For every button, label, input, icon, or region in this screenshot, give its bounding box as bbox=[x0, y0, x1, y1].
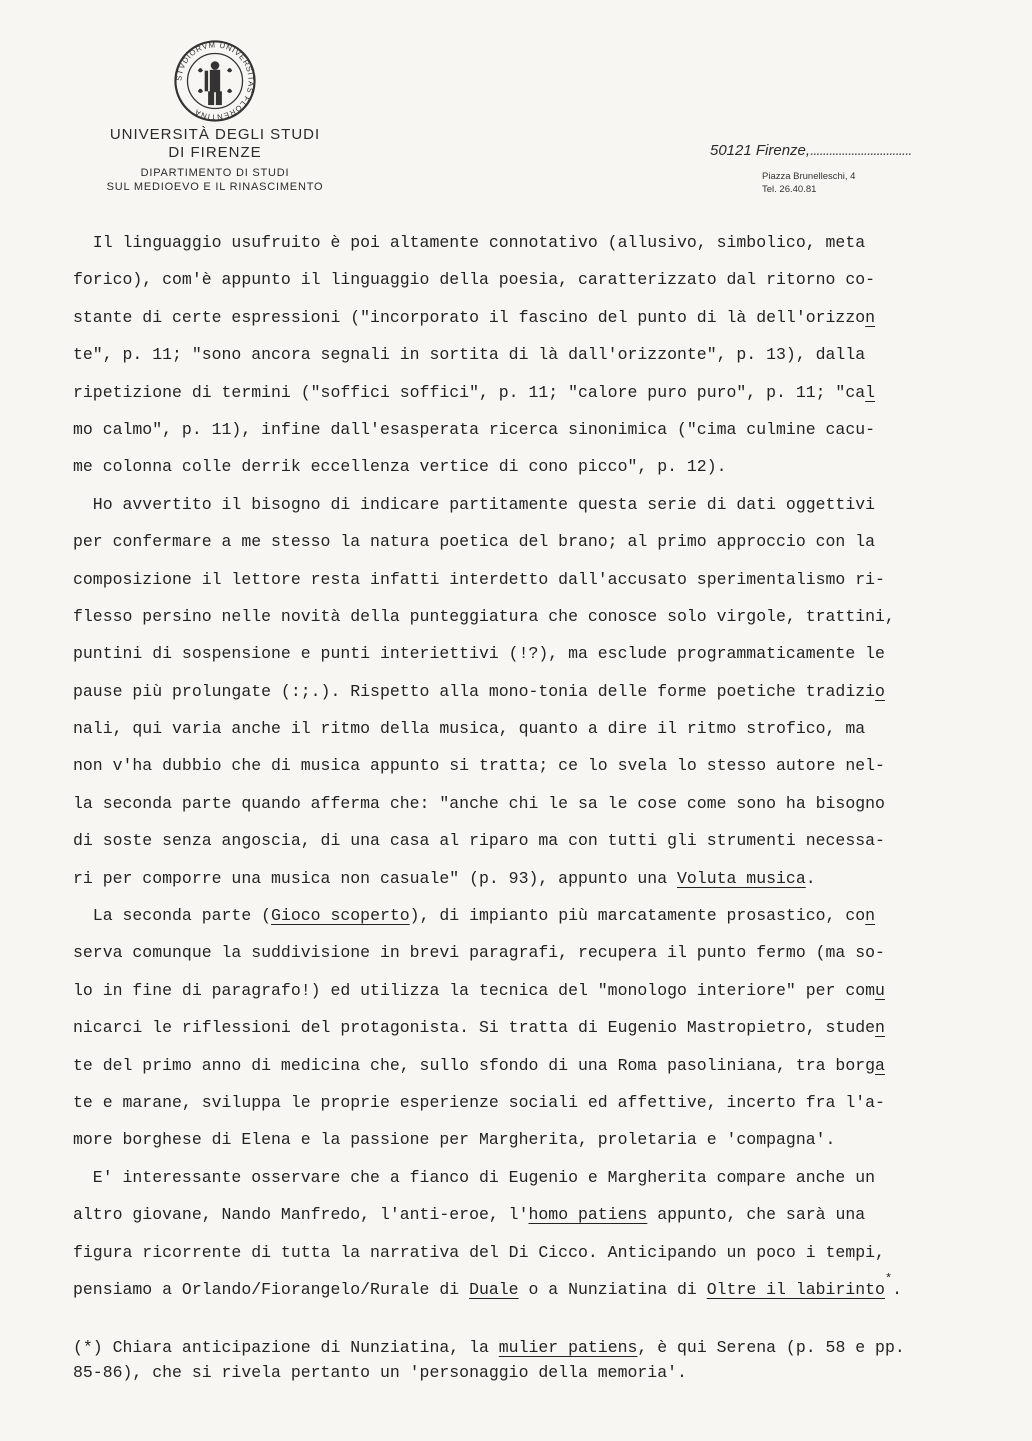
department-line2: SUL MEDIOEVO E IL RINASCIMENTO bbox=[106, 181, 324, 193]
text-line bbox=[73, 561, 953, 598]
underlined-span: l bbox=[865, 382, 876, 402]
underlined-span: a bbox=[875, 1055, 885, 1075]
text-line bbox=[73, 1047, 953, 1084]
text-line bbox=[73, 1196, 953, 1233]
text-line bbox=[73, 523, 953, 560]
text-span: La seconda parte ( bbox=[73, 906, 272, 926]
text-span: flesso persino nelle novità della punteggiatura che conosce solo virgole, trattini, bbox=[73, 606, 895, 626]
title-gioco-scoperto: Gioco scoperto bbox=[271, 906, 410, 926]
text-span: per confermare a me stesso la natura poetica del brano; al primo approccio con la bbox=[73, 532, 876, 552]
text-line bbox=[73, 972, 953, 1009]
text-line bbox=[73, 336, 953, 373]
text-span: la seconda parte quando afferma che: "anche chi le sa le cose come sono ha bisogno bbox=[73, 793, 885, 813]
text-span: serva comunque la suddivisione in brevi paragrafi, recupera il punto fermo (ma so- bbox=[73, 943, 885, 963]
text-span: mo calmo", p. 11), infine dall'esasperata ricerca sinonimica ("cima culmine cacu- bbox=[73, 419, 876, 439]
text-span: o a Nunziatina di bbox=[518, 1279, 707, 1299]
title-voluta-musica: Voluta musica bbox=[677, 868, 806, 888]
address: Piazza Brunelleschi, 4 bbox=[762, 171, 856, 182]
text-span: puntini di sospensione e punti interiettivi (!?), ma esclude programmaticamente le bbox=[73, 644, 885, 664]
text-line bbox=[73, 747, 953, 784]
underlined-span: n bbox=[875, 1018, 885, 1038]
text-line bbox=[73, 673, 953, 710]
text-span: ripetizione di termini ("soffici soffici", p. 11; "calore puro puro", p. 11; "ca bbox=[73, 382, 866, 402]
text-span: nali, qui varia anche il ritmo della musica, quanto a dire il ritmo strofico, ma bbox=[73, 719, 866, 739]
underlined-span: n bbox=[865, 906, 876, 926]
text-line bbox=[73, 598, 953, 635]
text-line bbox=[73, 635, 953, 672]
text-span: composizione il lettore resta infatti interdetto dall'accusato sperimentalismo ri- bbox=[73, 569, 885, 589]
text-span: pause più prolungate (:;.). Rispetto alla mono-tonia delle forme poetiche tradizi bbox=[73, 681, 876, 701]
text-line bbox=[73, 448, 953, 485]
text-span: . bbox=[892, 1279, 903, 1299]
footnote bbox=[73, 1335, 973, 1385]
address-block bbox=[762, 170, 855, 196]
footnote-line bbox=[73, 1360, 973, 1385]
text-span: te del primo anno di medicina che, sullo sfondo di una Roma pasoliniana, tra borg bbox=[73, 1055, 876, 1075]
text-line bbox=[73, 1271, 953, 1308]
text-line bbox=[73, 411, 953, 448]
text-span: te e marane, sviluppa le proprie esperienze sociali ed affettive, incerto fra l'a- bbox=[73, 1092, 885, 1112]
city-line bbox=[710, 142, 990, 159]
text-line bbox=[73, 1009, 953, 1046]
term-homo-patiens: homo patiens bbox=[528, 1205, 648, 1225]
text-span: E' interessante osservare che a fianco di Eugenio e Margherita compare anche un bbox=[73, 1167, 876, 1187]
text-span: lo in fine di paragrafo!) ed utilizza la tecnica del "monologo interiore" per com bbox=[73, 980, 876, 1000]
text-line bbox=[73, 785, 953, 822]
text-line bbox=[73, 374, 953, 411]
text-line bbox=[73, 1121, 953, 1158]
underlined-span: n bbox=[865, 307, 876, 327]
text-span: figura ricorrente di tutta la narrativa del Di Cicco. Anticipando un poco i tempi, bbox=[73, 1242, 885, 1262]
text-span: Ho avvertito il bisogno di indicare partitamente questa serie di dati oggettivi bbox=[73, 494, 876, 514]
text-line bbox=[73, 710, 953, 747]
text-span: more borghese di Elena e la passione per Margherita, proletaria e 'compagna'. bbox=[73, 1130, 836, 1150]
university-name-line1: UNIVERSITÀ DEGLI STUDI bbox=[109, 126, 321, 143]
text-span: ), di impianto più marcatamente prosastico, co bbox=[409, 906, 866, 926]
title-oltre-il-labirinto: Oltre il labirinto bbox=[706, 1279, 885, 1299]
title-duale: Duale bbox=[469, 1279, 519, 1299]
letterhead-contact bbox=[710, 142, 990, 195]
text-line bbox=[73, 299, 953, 336]
text-span: te", p. 11; "sono ancora segnali in sortita di là dall'orizzonte", p. 13), dalla bbox=[73, 345, 866, 365]
text-span: non v'ha dubbio che di musica appunto si tratta; ce lo svela lo stesso autore nel- bbox=[73, 756, 885, 776]
text-line bbox=[73, 1234, 953, 1271]
university-seal-icon bbox=[172, 38, 258, 124]
body-text bbox=[73, 224, 953, 1308]
text-line bbox=[73, 934, 953, 971]
text-line bbox=[73, 261, 953, 298]
text-span: pensiamo a Orlando/Fiorangelo/Rurale di bbox=[73, 1279, 470, 1299]
text-line bbox=[73, 822, 953, 859]
svg-text:STVDIORVM UNIVERSITAS FLORENTI: STVDIORVM UNIVERSITAS FLORENTINA bbox=[174, 40, 256, 122]
underlined-span: o bbox=[875, 681, 885, 701]
footnote-line bbox=[73, 1335, 973, 1360]
underlined-span: u bbox=[875, 980, 885, 1000]
text-span: (*) Chiara anticipazione di Nunziatina, la bbox=[73, 1338, 499, 1357]
text-span: altro giovane, Nando Manfredo, l'anti-eroe, l' bbox=[73, 1205, 529, 1225]
text-span: . bbox=[805, 868, 816, 888]
term-mulier-patiens: mulier patiens bbox=[498, 1338, 638, 1357]
text-line bbox=[73, 897, 953, 934]
text-line bbox=[73, 860, 953, 897]
footnote-marker: * bbox=[884, 1271, 893, 1286]
text-span: , è qui Serena (p. 58 e pp. bbox=[637, 1338, 905, 1357]
date-dots: ................................ bbox=[810, 142, 912, 159]
university-name-line2: DI FIRENZE bbox=[168, 144, 262, 161]
text-span: Il linguaggio usufruito è poi altamente connotativo (allusivo, simbolico, meta bbox=[73, 233, 866, 252]
text-line bbox=[73, 1084, 953, 1121]
text-span: forico), com'è appunto il linguaggio della poesia, caratterizzato dal ritorno co- bbox=[73, 270, 876, 290]
text-line bbox=[73, 224, 953, 261]
department-line1: DIPARTIMENTO DI STUDI bbox=[140, 167, 290, 179]
text-span: appunto, che sarà una bbox=[647, 1205, 866, 1225]
text-span: me colonna colle derrik eccellenza vertice di cono picco", p. 12). bbox=[73, 457, 727, 477]
text-span: di soste senza angoscia, di una casa al riparo ma con tutti gli strumenti necessa- bbox=[73, 831, 885, 851]
text-span: 85-86), che si rivela pertanto un 'personaggio della memoria'. bbox=[73, 1363, 687, 1382]
text-line bbox=[73, 486, 953, 523]
text-line bbox=[73, 1159, 953, 1196]
phone: Tel. 26.40.81 bbox=[762, 184, 817, 195]
text-span: nicarci le riflessioni del protagonista. Si tratta di Eugenio Mastropietro, stude bbox=[73, 1018, 876, 1038]
text-span: stante di certe espressioni ("incorporato il fascino del punto di là dell'orizzo bbox=[73, 307, 866, 327]
text-span: ri per comporre una musica non casuale" (p. 93), appunto una bbox=[73, 868, 677, 888]
letterhead bbox=[70, 38, 360, 194]
city: 50121 Firenze, bbox=[710, 142, 811, 159]
